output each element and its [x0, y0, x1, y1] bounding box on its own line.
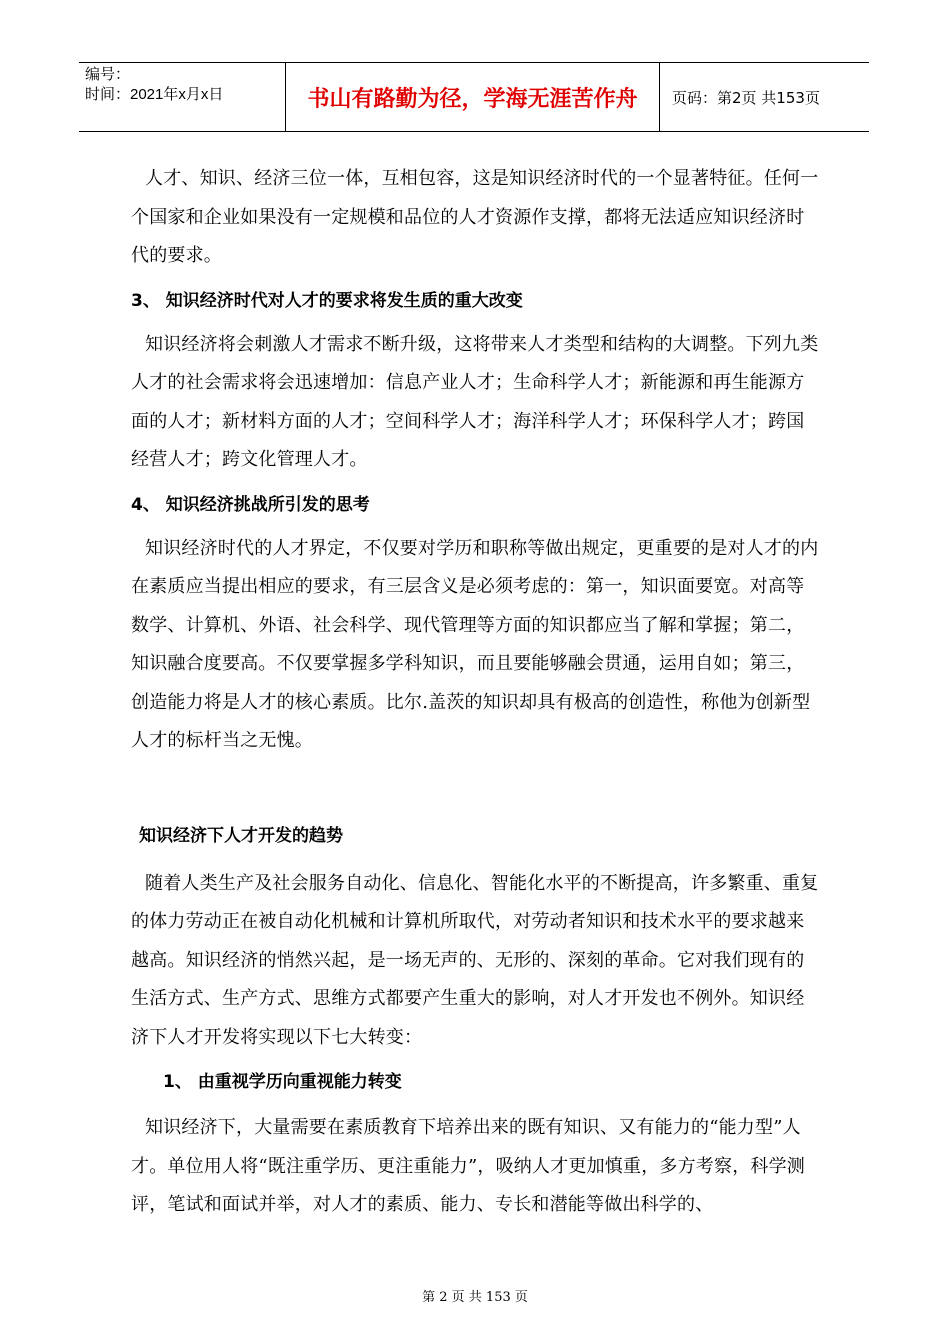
heading-4: 4、 知识经济挑战所引发的思考: [131, 494, 370, 515]
header-meta: [79, 63, 286, 131]
paragraph-1: 人才、知识、经济三位一体，互相包容，这是知识经济时代的一个显著特征。任何一个国家和企业如果没有一定规模和品位的人才资源作支撑，都将无法适应知识经济时代的要求。: [131, 168, 819, 266]
page-header: [79, 62, 869, 132]
paragraph-4: 随着人类生产及社会服务自动化、信息化、智能化水平的不断提高，许多繁重、重复的体力劳动正在被自动化机械和计算机所取代，对劳动者知识和技术水平的要求越来越高。知识经济的悄然兴起，是一场无声的、无形的、深刻的革命。它对我们现有的生活方式、生产方式、思维方式都要产生重大的影响，对人才开发也不例外。知识经济下人才开发将实现以下七大转变：: [131, 872, 819, 1048]
section-title: 知识经济下人才开发的趋势: [139, 825, 343, 846]
heading-3: 3、 知识经济时代对人才的要求将发生质的重大改变: [131, 290, 523, 311]
header-motto: 书山有路勤为径，学海无涯苦作舟: [286, 63, 660, 131]
page-footer: 第 2 页 共 153 页: [422, 1290, 528, 1305]
header-page-info: 页码：第2页 共153页: [672, 88, 820, 107]
time-label: 时间：2021年x月x日: [85, 86, 224, 103]
number-label: 编号：: [85, 66, 131, 83]
paragraph-5: 知识经济下，大量需要在素质教育下培养出来的既有知识、又有能力的“能力型”人才。单位用人将“既注重学历、更注重能力”，吸纳人才更加慎重，多方考察，科学测评，笔试和面试并举，对人才的素质、能力、专长和潜能等做出科学的、: [131, 1117, 806, 1215]
paragraph-3: 知识经济时代的人才界定，不仅要对学历和职称等做出规定，更重要的是对人才的内在素质应当提出相应的要求，有三层含义是必须考虑的：第一，知识面要宽。对高等数学、计算机、外语、社会科学、现代管理等方面的知识都应当了解和掌握；第二，知识融合度要高。不仅要掌握多学科知识，而且要能够融会贯通，运用自如；第三，创造能力将是人才的核心素质。比尔.盖茨的知识却具有极高的创造性，称他为创新型人才的标杆当之无愧。: [131, 537, 819, 751]
heading-1: 1、 由重视学历向重视能力转变: [163, 1072, 402, 1092]
paragraph-2: 知识经济将会刺激人才需求不断升级，这将带来人才类型和结构的大调整。下列九类人才的社会需求将会迅速增加：信息产业人才；生命科学人才；新能源和再生能源方面的人才；新材料方面的人才；空间科学人才；海洋科学人才；环保科学人才；跨国经营人才；跨文化管理人才。: [131, 333, 819, 470]
document-body: [131, 160, 821, 1225]
